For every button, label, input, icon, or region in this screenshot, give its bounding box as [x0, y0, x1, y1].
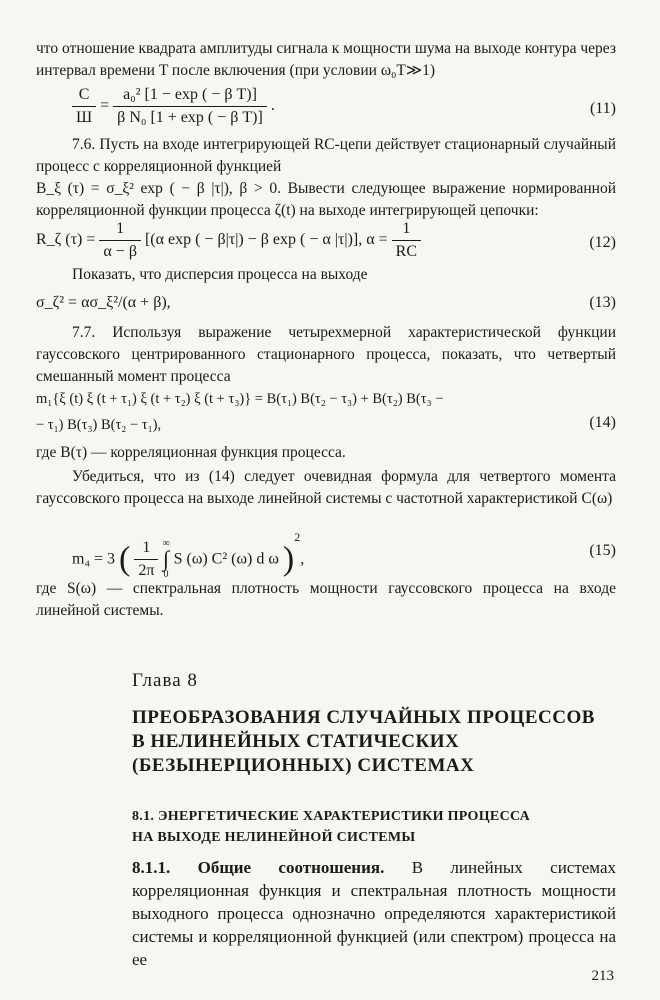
equation-11 [72, 84, 616, 134]
equation-12 [36, 218, 616, 268]
correlation-note: где B(τ) — корреляционная функция процесса. [36, 444, 346, 461]
eq11-number: (11) [589, 100, 616, 117]
section-heading [132, 806, 612, 848]
check-paragraph: Убедиться, что из (14) следует очевидная формула для четвертого момента гауссовского процесса на выходе линейной системы с частотной характеристикой C(ω) [36, 468, 616, 507]
eq15-body: S (ω) C² (ω) d ω [173, 550, 279, 568]
problem-7-6-formula-paragraph: B_ξ (τ) = σ_ξ² exp ( − β |τ|), β > 0. Вывести следующее выражение нормированной корреляционной функции процесса ζ(t) на выходе интегрирующей цепочки: [36, 180, 616, 219]
eq11-period: . [270, 97, 275, 115]
eq15-tail: , [300, 550, 305, 568]
eq15-power: 2 [294, 530, 301, 544]
eq15-fraction [134, 537, 158, 582]
eq12-frac1-num: 1 [99, 218, 141, 241]
eq12-fraction-1 [99, 218, 141, 263]
eq12-frac2-num: 1 [392, 218, 421, 241]
equation-15 [72, 526, 616, 581]
eq15-frac-den: 2π [138, 561, 155, 579]
chapter-title-line-2: В НЕЛИНЕЙНЫХ СТАТИЧЕСКИХ [132, 731, 460, 752]
dispersion-paragraph: Показать, что дисперсия процесса на выходе [72, 266, 368, 283]
eq15-frac-num: 1 [134, 537, 158, 560]
integral-sign-icon: ∫ [163, 546, 170, 572]
subsection-text: В линейных системах корреляционная функция и спектральная плотность мощности выходного процесса однозначно определяются характеристикой системы и корреляционной функцией (или спектром) процесса на ее [132, 858, 616, 969]
eq15-lhs: m₄ = 3 [72, 550, 116, 568]
eq12-frac2-den: RC [395, 243, 417, 260]
chapter-title-line-1: ПРЕОБРАЗОВАНИЯ СЛУЧАЙНЫХ ПРОЦЕССОВ [132, 707, 595, 728]
eq13-formula: σ_ζ² = ασ_ξ²/(α + β), [36, 294, 171, 311]
section-heading-line-2: НА ВЫХОДЕ НЕЛИНЕЙНОЙ СИСТЕМЫ [132, 830, 416, 845]
subsection-paragraph [132, 856, 616, 971]
eq14-line-2: − τ₁) B(τ₃) B(τ₂ − τ₁), [36, 417, 162, 433]
eq11-rhs-num: a₀² [1 − exp ( − β T)] [113, 84, 267, 107]
eq15-left-paren: ( [119, 540, 131, 578]
eq12-frac1-den: α − β [103, 243, 137, 260]
eq14-line-1: m₁{ξ (t) ξ (t + τ₁) ξ (t + τ₂) ξ (t + τ₃)} = B(τ₁) B(τ₂ − τ₃) + B(τ₂) B(τ₃ − [36, 391, 444, 407]
subsection-heading: 8.1.1. Общие соотношения. [132, 858, 385, 877]
eq15-integral [162, 538, 169, 580]
eq14-number: (14) [589, 414, 616, 431]
eq11-equals: = [100, 97, 114, 115]
eq12-number: (12) [589, 234, 616, 251]
spectral-note: где S(ω) — спектральная плотность мощности гауссовского процесса на входе линейной системы. [36, 580, 616, 619]
problem-7-6-paragraph: 7.6. Пусть на входе интегрирующей RC-цепи действует стационарный случайный процесс с корреляционной функцией [36, 136, 616, 175]
equation-14 [36, 388, 616, 436]
eq11-lhs-num: С [72, 84, 96, 107]
eq11-rhs-fraction [113, 84, 267, 129]
problem-7-7-paragraph: 7.7. Используя выражение четырехмерной характеристической функции гауссовского центрированного стационарного процесса, показать, что четвертый смешанный момент процесса [36, 324, 616, 385]
eq12-lhs: R_ζ (τ) = [36, 231, 96, 249]
eq15-right-paren: ) [282, 540, 295, 578]
page-number: 213 [591, 968, 614, 984]
chapter-title [132, 706, 612, 778]
eq11-rhs-den: β N₀ [1 + exp ( − β T)] [117, 109, 263, 126]
chapter-label: Глава 8 [132, 670, 198, 691]
equation-13 [36, 292, 616, 314]
chapter-title-line-3: (БЕЗЫНЕРЦИОННЫХ) СИСТЕМАХ [132, 755, 475, 776]
eq13-number: (13) [589, 294, 616, 311]
section-heading-line-1: 8.1. ЭНЕРГЕТИЧЕСКИЕ ХАРАКТЕРИСТИКИ ПРОЦЕССА [132, 809, 531, 824]
intro-paragraph: что отношение квадрата амплитуды сигнала к мощности шума на выходе контура через интервал времени T после включения (при условии ω₀T≫1) [36, 40, 616, 79]
eq15-integral-lower: 0 [163, 569, 169, 581]
eq11-lhs-den: Ш [76, 109, 93, 126]
eq11-lhs-fraction [72, 84, 96, 129]
eq12-fraction-2 [392, 218, 421, 263]
eq12-body: [(α exp ( − β|τ|) − β exp ( − α |τ|)], α = [144, 231, 388, 249]
eq15-integral-upper: ∞ [162, 538, 170, 550]
eq15-number: (15) [589, 542, 616, 559]
